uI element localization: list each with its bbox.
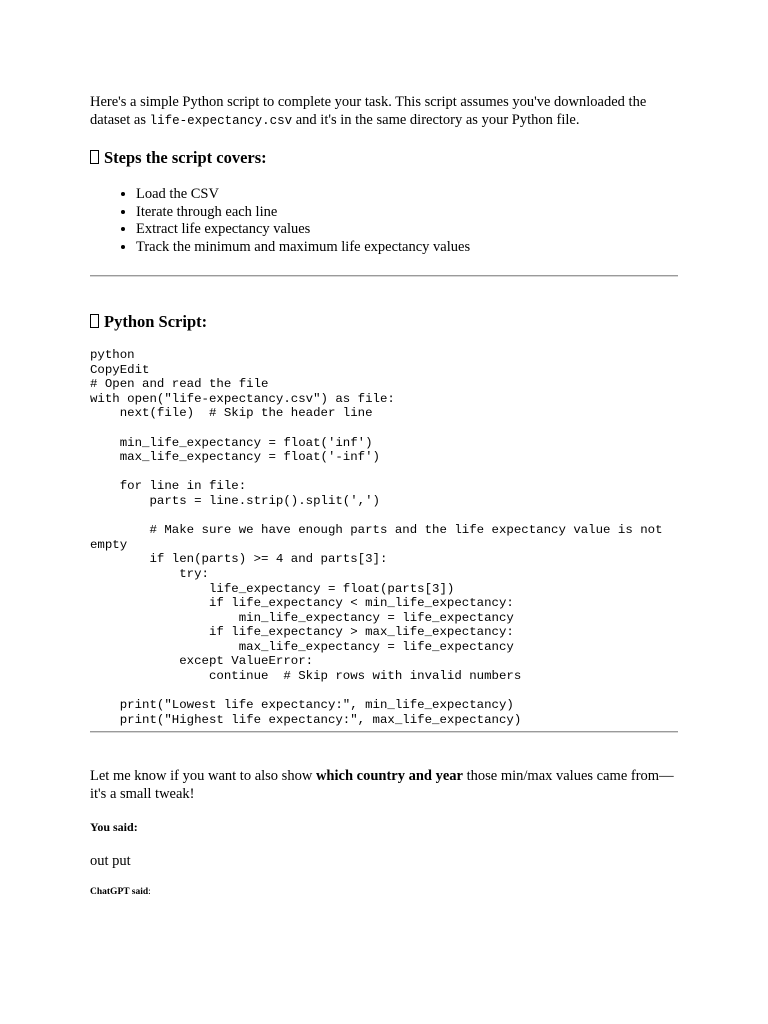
list-item: • Load the CSV <box>136 186 470 204</box>
steps-heading <box>90 148 267 168</box>
intro-text-end: and it's in the same directory as your Python file. <box>292 112 580 128</box>
filename-code: life-expectancy.csv <box>149 114 293 128</box>
intro-text-start: Here's a simple Python script to complete your task. This script assumes you've downloaded the dataset as <box>90 94 647 128</box>
outro-text-start: Let me know if you want to also show <box>90 768 316 784</box>
script-heading <box>90 312 207 332</box>
code-divider <box>90 731 678 733</box>
steps-list <box>90 186 470 257</box>
chatgpt-said-text: ChatGPT said <box>90 887 149 897</box>
chatgpt-said-colon: : <box>148 887 151 897</box>
outro-bold-text: which country and year <box>315 768 463 784</box>
chatgpt-said-label <box>90 887 151 897</box>
list-item: • Iterate through each line <box>136 204 470 222</box>
box-glyph-icon <box>90 150 99 164</box>
intro-paragraph <box>90 93 678 130</box>
list-item: • Extract life expectancy values <box>136 221 470 239</box>
user-message: out put <box>90 853 131 869</box>
section-divider <box>90 275 678 277</box>
list-item: • Track the minimum and maximum life expectancy values <box>136 239 470 257</box>
code-block: python CopyEdit # Open and read the file with open("life-expectancy.csv") as file: next(file) # Skip the header line min_life_expectancy = float('inf') max_life_expectancy = float('-inf') for line in file: parts = line.strip().split(',') # Make sure we have enough parts and the life expectancy value is not empty if len(parts) >= 4 and parts[3]: try: life_expectancy = float(parts[3]) if life_expectancy < min_life_expectancy: min_life_expectancy = life_expectancy if life_expectancy > max_life_expectancy: max_life_expectancy = life_expectancy except ValueError: continue # Skip rows with invalid numbers print("Lowest life expectancy:", min_life_expectancy) print("Highest life expectancy:", max_life_expectancy) <box>90 348 663 727</box>
box-glyph-icon <box>90 314 99 328</box>
you-said-label: You said: <box>90 820 138 834</box>
steps-heading-text: Steps the script covers: <box>104 148 267 167</box>
outro-paragraph <box>90 767 678 803</box>
script-heading-text: Python Script: <box>104 312 208 331</box>
outro-text-end: those min/max values came from—it's a small tweak! <box>90 768 674 802</box>
